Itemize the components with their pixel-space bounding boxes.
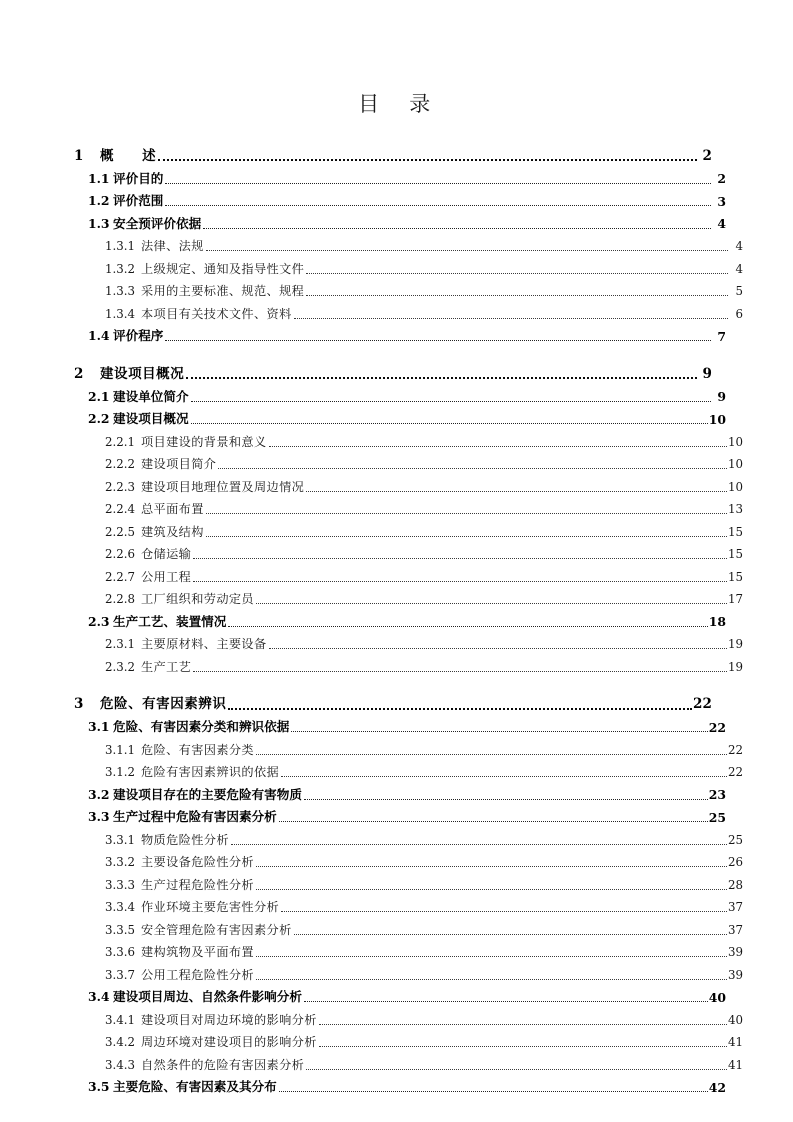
- toc-entry-number: 3.2: [88, 786, 110, 802]
- toc-entry-text: 仓储运输: [141, 547, 192, 562]
- toc-entry-number: 1.4: [88, 328, 110, 344]
- toc-entry-text: 建设项目概况: [100, 365, 185, 382]
- toc-entry[interactable]: [105, 959, 743, 982]
- toc-entry[interactable]: [105, 1027, 743, 1050]
- toc-entry-label: [105, 661, 191, 674]
- toc-entry-number: 1.3.4: [105, 306, 136, 321]
- toc-entry-text: 建设项目周边、自然条件影响分析: [113, 989, 302, 1005]
- toc-entry-page-number: 23: [708, 787, 726, 803]
- dot-leader: [294, 926, 727, 937]
- dot-leader: [281, 903, 727, 914]
- toc-entry[interactable]: [105, 561, 743, 584]
- toc-entry-number: 2.3.2: [105, 659, 136, 674]
- toc-entry-text: 物质危险性分析: [141, 832, 229, 847]
- toc-entry-page-number: 3: [717, 193, 726, 209]
- toc-entry-text: 危险、有害因素分类: [141, 742, 254, 757]
- toc-entry-text: 主要危险、有害因素及其分布: [113, 1079, 277, 1095]
- toc-entry-number: 2.1: [88, 388, 110, 404]
- toc-entry-number: 2.2.5: [105, 524, 136, 539]
- toc-entry-number: 2.2: [88, 411, 110, 427]
- dot-leader: [165, 174, 711, 186]
- toc-entry-number: 2.2.7: [105, 569, 136, 584]
- toc-entry-page-number: 15: [727, 547, 743, 562]
- toc-entry[interactable]: [105, 651, 743, 674]
- toc-entry-label: [105, 766, 279, 779]
- toc-entry-text: 建设项目地理位置及周边情况: [141, 479, 305, 494]
- toc-entry-number: 3.3.4: [105, 900, 136, 915]
- toc-entry[interactable]: [105, 1049, 743, 1072]
- toc-entry-page-number: 19: [727, 637, 743, 652]
- toc-entry-text: 建设项目存在的主要危险有害物质: [113, 786, 302, 802]
- dot-leader: [279, 812, 708, 824]
- toc-entry[interactable]: [105, 584, 743, 607]
- toc-entry[interactable]: [88, 163, 726, 186]
- toc-entry-page-number: 25: [727, 832, 743, 847]
- toc-entry-number: 3.3.5: [105, 922, 136, 937]
- toc-entry[interactable]: [105, 892, 743, 915]
- toc-entry-label: [74, 365, 185, 382]
- toc-entry-label: [105, 969, 254, 982]
- toc-entry-page-number: 22: [708, 719, 726, 735]
- toc-entry-text: 采用的主要标准、规范、规程: [141, 284, 305, 299]
- toc-entry-label: [88, 215, 202, 231]
- toc-entry-text: 评价程序: [113, 328, 164, 344]
- dot-leader: [218, 460, 727, 471]
- toc-entry-number: 3.3.1: [105, 832, 136, 847]
- dot-leader: [191, 414, 708, 426]
- toc-entry-page-number: 10: [708, 411, 726, 427]
- toc-entry-page-number: 2: [717, 171, 726, 187]
- toc-entry-text: 危险、有害因素分类和辨识依据: [113, 719, 290, 735]
- toc-entry-label: [74, 698, 226, 712]
- toc-entry-label: [88, 613, 227, 629]
- toc-entry-page-number: 17: [727, 592, 743, 607]
- toc-entry[interactable]: [105, 231, 743, 254]
- toc-entry-label: [88, 991, 302, 1004]
- toc-entry[interactable]: [88, 321, 726, 344]
- dot-leader: [228, 617, 707, 629]
- toc-entry-text: 周边环境对建设项目的影响分析: [141, 1035, 317, 1050]
- toc-entry[interactable]: [88, 1072, 726, 1095]
- dot-leader: [186, 368, 697, 381]
- dot-leader: [165, 331, 711, 343]
- toc-entry-number: 1.3: [88, 215, 110, 231]
- dot-leader: [191, 392, 711, 404]
- toc-entry-page-number: 28: [727, 877, 743, 892]
- toc-entry-page-number: 10: [727, 479, 743, 494]
- toc-entry-page-number: 41: [727, 1035, 743, 1050]
- toc-entry[interactable]: [105, 298, 743, 321]
- toc-entry-number: 1.3.2: [105, 261, 136, 276]
- toc-entry-page-number: 4: [735, 261, 743, 276]
- toc-entry[interactable]: [105, 426, 743, 449]
- toc-entry[interactable]: [74, 685, 712, 712]
- toc-entry-number: 2.2.3: [105, 479, 136, 494]
- toc-entry-label: [105, 240, 204, 253]
- toc-entry-label: [105, 526, 204, 539]
- toc-entry-label: [88, 170, 164, 186]
- toc-entry-number: 1.1: [88, 170, 110, 186]
- toc-entry-text: 自然条件的危险有害因素分析: [141, 1057, 305, 1072]
- toc-entry-number: 2.3: [88, 613, 110, 629]
- toc-entry-page-number: 40: [727, 1012, 743, 1027]
- toc-entry-text: 建设项目简介: [141, 457, 217, 472]
- toc-entry-label: [88, 786, 302, 802]
- toc-entry-page-number: 42: [708, 1079, 726, 1095]
- dot-leader: [319, 1038, 727, 1049]
- toc-entry-label: [105, 571, 191, 584]
- toc-entry-number: 3.1.1: [105, 742, 136, 757]
- toc-entry-label: [105, 924, 292, 937]
- toc-entry-page-number: 5: [735, 284, 743, 299]
- toc-entry-number: 3.4: [88, 989, 110, 1005]
- toc-entry[interactable]: [74, 354, 712, 381]
- dot-leader: [206, 505, 727, 516]
- toc-entry[interactable]: [105, 516, 743, 539]
- toc-entry[interactable]: [88, 208, 726, 231]
- toc-entry-label: [105, 436, 267, 449]
- toc-entry[interactable]: [105, 471, 743, 494]
- toc-entry-page-number: 22: [692, 696, 712, 712]
- dot-leader: [306, 483, 727, 494]
- toc-entry-text: 工厂组织和劳动定员: [141, 592, 254, 607]
- dot-leader: [256, 971, 727, 982]
- toc-entry-label: [88, 811, 277, 824]
- toc-entry[interactable]: [105, 1004, 743, 1027]
- page-title: 目 录: [358, 92, 435, 116]
- toc-entry[interactable]: [105, 937, 743, 960]
- dot-leader: [203, 219, 711, 231]
- toc-entry[interactable]: [105, 629, 743, 652]
- toc-entry[interactable]: [105, 869, 743, 892]
- dot-leader: [206, 242, 728, 253]
- dot-leader: [294, 310, 728, 321]
- toc-entry-number: 2.2.6: [105, 547, 136, 562]
- toc-entry[interactable]: [88, 779, 726, 802]
- dot-leader: [269, 438, 727, 449]
- toc-entry-text: 评价目的: [113, 170, 164, 186]
- toc-entry[interactable]: [105, 253, 743, 276]
- toc-entry-page-number: 7: [717, 328, 726, 344]
- toc-entry-number: 1: [74, 147, 84, 164]
- toc-entry-text: 建构筑物及平面布置: [141, 945, 254, 960]
- dot-leader: [319, 1016, 727, 1027]
- toc-entry-label: [105, 879, 254, 892]
- toc-entry-page-number: 9: [702, 365, 712, 382]
- toc-entry-label: [105, 1036, 317, 1049]
- toc-entry-label: [105, 638, 267, 651]
- toc-entry-page-number: 15: [727, 524, 743, 539]
- toc-entry-page-number: 4: [717, 216, 726, 232]
- toc-entry-page-number: 37: [727, 922, 743, 937]
- dot-leader: [306, 1061, 727, 1072]
- toc-entry-text: 项目建设的背景和意义: [141, 434, 267, 449]
- toc-entry-page-number: 39: [727, 967, 743, 982]
- toc-entry[interactable]: [88, 186, 726, 209]
- dot-leader: [269, 640, 727, 651]
- toc-entry[interactable]: [88, 381, 726, 404]
- toc-entry-page-number: 22: [727, 765, 743, 780]
- dot-leader: [165, 196, 711, 208]
- toc-entry-page-number: 22: [727, 742, 743, 757]
- dot-leader: [306, 265, 728, 276]
- toc-entry[interactable]: [105, 734, 743, 757]
- toc-entry-number: 3: [74, 696, 84, 712]
- toc-entry-page-number: 19: [727, 659, 743, 674]
- toc-entry-page-number: 37: [727, 900, 743, 915]
- dot-leader: [193, 573, 727, 584]
- toc-entry-label: [105, 548, 191, 561]
- toc-entry-text: 作业环境主要危害性分析: [141, 900, 280, 915]
- toc-entry[interactable]: [105, 539, 743, 562]
- toc-entry-number: 1.3.1: [105, 239, 136, 254]
- toc-entry-page-number: 25: [708, 809, 726, 825]
- toc-entry-text: 安全预评价依据: [113, 215, 202, 231]
- toc-entry-label: [105, 834, 229, 847]
- toc-entry-number: 2: [74, 365, 84, 382]
- toc-entry-label: [105, 503, 204, 516]
- toc-entry-label: [88, 721, 289, 734]
- toc-entry-number: 2.3.1: [105, 637, 136, 652]
- toc-entry-text: 生产过程中危险有害因素分析: [113, 809, 277, 825]
- dot-leader: [256, 858, 727, 869]
- toc-entry-text: 上级规定、通知及指导性文件: [141, 261, 305, 276]
- toc-entry-number: 1.2: [88, 193, 110, 209]
- toc-entry-number: 3.4.2: [105, 1035, 136, 1050]
- toc-entry-text: 公用工程危险性分析: [141, 967, 254, 982]
- toc-entry-text: 建筑及结构: [141, 524, 204, 539]
- toc-entry-text: 主要设备危险性分析: [141, 855, 254, 870]
- toc-entry-label: [105, 481, 304, 494]
- toc-entry[interactable]: [105, 757, 743, 780]
- toc-entry-text: 生产工艺、装置情况: [113, 613, 227, 629]
- toc-entry-page-number: 4: [735, 239, 743, 254]
- toc-entry[interactable]: [105, 824, 743, 847]
- toc-entry-number: 3.1.2: [105, 765, 136, 780]
- toc-entry-label: [105, 458, 216, 471]
- toc-entry-page-number: 10: [727, 434, 743, 449]
- toc-entry-number: 1.3.3: [105, 284, 136, 299]
- toc-entry[interactable]: [105, 914, 743, 937]
- dot-leader: [206, 528, 727, 539]
- toc-entry-label: [105, 856, 254, 869]
- toc-entry[interactable]: [105, 494, 743, 517]
- dot-leader: [231, 836, 727, 847]
- toc-entry-label: [105, 308, 292, 321]
- toc-entry-number: 3.4.3: [105, 1057, 136, 1072]
- toc-entry-number: 3.3.2: [105, 855, 136, 870]
- toc-entry-page-number: 10: [727, 457, 743, 472]
- dot-leader: [256, 881, 727, 892]
- toc-entry-label: [74, 147, 157, 164]
- toc-entry-text: 危险有害因素辨识的依据: [141, 765, 280, 780]
- toc-entry-label: [105, 946, 254, 959]
- toc-entry-label: [105, 1059, 304, 1072]
- toc-entry-page-number: 26: [727, 855, 743, 870]
- toc-entry-page-number: 15: [727, 569, 743, 584]
- toc-entry-label: [105, 285, 304, 298]
- toc-entry-label: [105, 744, 254, 757]
- toc-entry-page-number: 9: [717, 389, 726, 405]
- toc-entry-label: [105, 593, 254, 606]
- dot-leader: [256, 746, 727, 757]
- dot-leader: [256, 948, 727, 959]
- toc-entry-text: 生产工艺: [141, 659, 192, 674]
- toc-entry-number: 3.3.7: [105, 967, 136, 982]
- toc-entry-page-number: 39: [727, 945, 743, 960]
- toc-entry[interactable]: [105, 449, 743, 472]
- toc-entry-number: 3.3.3: [105, 877, 136, 892]
- toc-entry-label: [88, 1081, 277, 1094]
- toc-entry-page-number: 2: [702, 147, 712, 164]
- toc-entry-page-number: 6: [735, 306, 743, 321]
- toc-entry-text: 总平面布置: [141, 502, 204, 517]
- toc-entry[interactable]: [88, 606, 726, 629]
- dot-leader: [193, 663, 727, 674]
- toc-entry-text: 概 述: [100, 147, 157, 164]
- toc-entry-number: 2.2.8: [105, 592, 136, 607]
- toc-entry[interactable]: [88, 802, 726, 825]
- dot-leader: [304, 790, 708, 802]
- dot-leader: [228, 699, 692, 712]
- toc-entry-number: 3.4.1: [105, 1012, 136, 1027]
- toc-entry-text: 公用工程: [141, 569, 192, 584]
- toc-entry-number: 2.2.1: [105, 434, 136, 449]
- dot-leader: [193, 550, 727, 561]
- toc-entry-text: 本项目有关技术文件、资料: [141, 306, 292, 321]
- toc-entry-label: [105, 263, 304, 276]
- toc-entry-label: [88, 413, 189, 426]
- toc-entry-text: 生产过程危险性分析: [141, 877, 254, 892]
- toc-entry-number: 3.5: [88, 1079, 110, 1095]
- dot-leader: [304, 992, 708, 1004]
- toc-entry-number: 2.2.2: [105, 457, 136, 472]
- toc-entry[interactable]: [88, 712, 726, 735]
- toc-entry-text: 评价范围: [113, 193, 164, 209]
- toc-entry[interactable]: [105, 276, 743, 299]
- toc-entry-number: 3.1: [88, 719, 110, 735]
- toc-entry-text: 主要原材料、主要设备: [141, 637, 267, 652]
- toc-entry-page-number: 40: [708, 989, 726, 1005]
- toc-entry-text: 建设项目对周边环境的影响分析: [141, 1012, 317, 1027]
- dot-leader: [291, 722, 707, 734]
- dot-leader: [306, 287, 728, 298]
- toc-entry-label: [105, 1014, 317, 1027]
- toc-entry-label: [88, 195, 163, 208]
- dot-leader: [256, 595, 727, 606]
- toc-entry-text: 建设项目概况: [113, 411, 189, 427]
- toc-entry-label: [88, 388, 189, 404]
- table-of-contents: [74, 136, 743, 1095]
- dot-leader: [279, 1082, 708, 1094]
- toc-entry-number: 2.2.4: [105, 502, 136, 517]
- toc-entry-number: 3.3.6: [105, 945, 136, 960]
- toc-entry-label: [88, 330, 163, 343]
- toc-entry[interactable]: [105, 847, 743, 870]
- toc-entry-page-number: 18: [708, 614, 726, 630]
- dot-leader: [281, 768, 727, 779]
- toc-entry-text: 建设单位简介: [113, 388, 189, 404]
- toc-entry[interactable]: [74, 136, 712, 163]
- toc-entry-text: 法律、法规: [141, 239, 204, 254]
- toc-entry-page-number: 41: [727, 1057, 743, 1072]
- toc-entry[interactable]: [88, 982, 726, 1005]
- toc-entry-text: 安全管理危险有害因素分析: [141, 922, 292, 937]
- toc-entry[interactable]: [88, 404, 726, 427]
- toc-entry-number: 3.3: [88, 809, 110, 825]
- toc-entry-text: 危险、有害因素辨识: [100, 696, 227, 712]
- toc-entry-page-number: 13: [727, 502, 743, 517]
- toc-entry-label: [105, 901, 279, 914]
- dot-leader: [158, 150, 697, 163]
